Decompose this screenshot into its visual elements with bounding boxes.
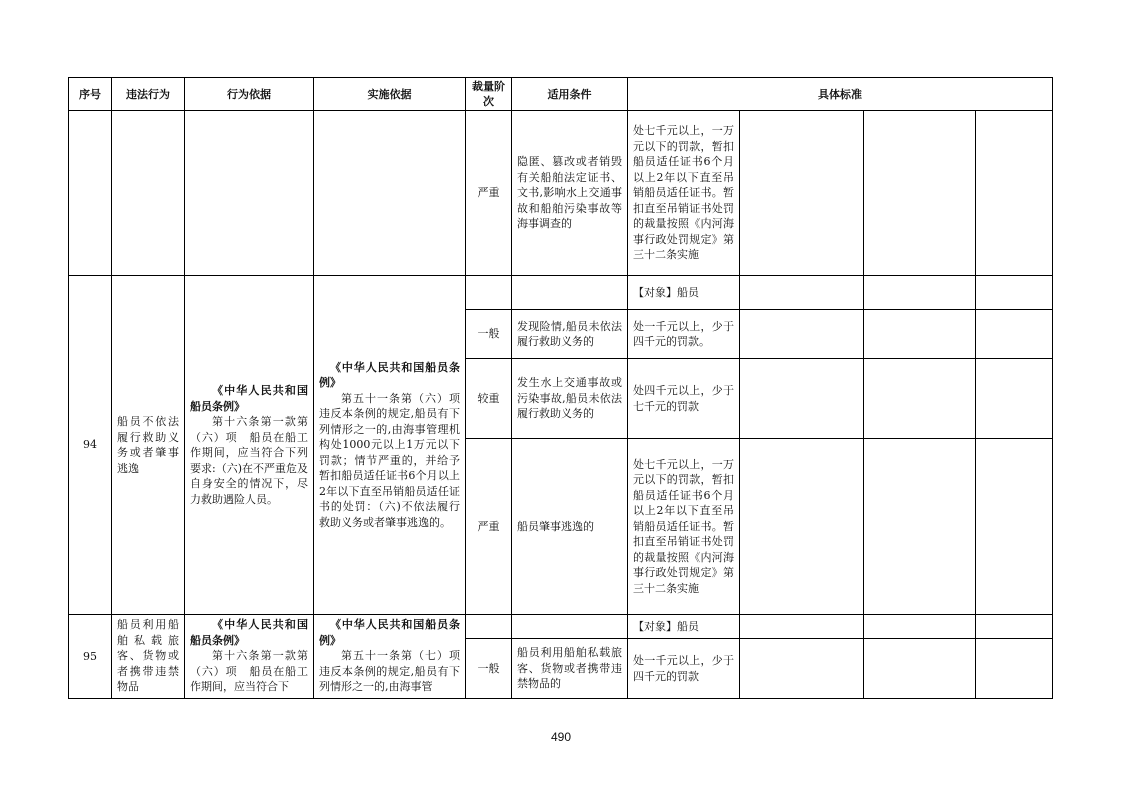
act-basis-text: 第十六条第一款第（六）项 船员在船工作期间，应当符合下: [190, 649, 308, 693]
act-basis-title: 《中华人民共和国船员条例》: [190, 384, 308, 413]
act-basis-text: 第十六条第一款第（六）项 船员在船工作期间，应当符合下列要求:（六)在不严重危及自身安全的情况下，尽力救助遇险人员。: [190, 415, 308, 506]
cell-empty: [976, 439, 1053, 615]
header-row: [69, 78, 1053, 111]
cell-empty: [466, 276, 512, 310]
cell-empty: [740, 276, 864, 310]
cell-empty: [512, 276, 628, 310]
seq-cell: 94: [69, 276, 112, 615]
degree-cell: 严重: [466, 439, 512, 615]
target-cell: 【对象】船员: [628, 276, 740, 310]
standard-cell: 处一千元以上，少于四千元的罚款: [628, 639, 740, 699]
header-act-basis: 行为依据: [185, 78, 314, 111]
cell-empty: [740, 615, 864, 639]
standard-cell: 处七千元以上，一万元以下的罚款，暂扣船员适任证书6个月以上2年以下直至吊销船员适任证书。暂扣直至吊销证书处罚的裁量按照《内河海事行政处罚规定》第三十二条实施: [628, 439, 740, 615]
cell-empty: [976, 111, 1053, 276]
header-impl-basis: 实施依据: [314, 78, 466, 111]
violation-cell: 船员利用船舶私载旅客、货物或者携带违禁物品: [112, 615, 185, 699]
cell-empty: [864, 639, 976, 699]
impl-basis-cell: [314, 276, 466, 615]
condition-cell: 发现险情,船员未依法履行救助义务的: [512, 310, 628, 359]
cell-empty: [466, 615, 512, 639]
condition-cell: 隐匿、篡改或者销毁有关船舶法定证书、文书,影响水上交通事故和船舶污染事故等海事调查的: [512, 111, 628, 276]
header-seq: 序号: [69, 78, 112, 111]
table-row: [69, 276, 1053, 310]
degree-cell: 较重: [466, 359, 512, 439]
header-standard: 具体标准: [628, 78, 1053, 111]
header-condition: 适用条件: [512, 78, 628, 111]
impl-basis-text: 第五十一条第（七）项违反本条例的规定,船员有下列情形之一的,由海事管: [319, 649, 460, 693]
condition-cell: 船员肇事逃逸的: [512, 439, 628, 615]
impl-basis-cell: [314, 615, 466, 699]
cell-empty: [864, 310, 976, 359]
degree-cell: 严重: [466, 111, 512, 276]
cell-empty: [976, 276, 1053, 310]
cell-empty: [976, 639, 1053, 699]
condition-cell: 船员利用船舶私载旅客、货物或者携带违禁物品的: [512, 639, 628, 699]
act-basis-title: 《中华人民共和国船员条例》: [190, 618, 308, 647]
cell-empty: [314, 111, 466, 276]
violation-cell: 船员不依法履行救助义务或者肇事逃逸: [112, 276, 185, 615]
act-basis-cell: [185, 276, 314, 615]
standard-cell: 处四千元以上，少于七千元的罚款: [628, 359, 740, 439]
table-row: [69, 111, 1053, 276]
standard-cell: 处七千元以上，一万元以下的罚款，暂扣船员适任证书6个月以上2年以下直至吊销船员适任证书。暂扣直至吊销证书处罚的裁量按照《内河海事行政处罚规定》第三十二条实施: [628, 111, 740, 276]
standard-cell: 处一千元以上，少于四千元的罚款。: [628, 310, 740, 359]
degree-cell: 一般: [466, 639, 512, 699]
cell-empty: [976, 359, 1053, 439]
act-basis-cell: [185, 615, 314, 699]
page-number: 490: [550, 730, 572, 744]
cell-empty: [864, 276, 976, 310]
discretion-standard-table: [68, 77, 1053, 699]
cell-empty: [185, 111, 314, 276]
table-row: [69, 615, 1053, 639]
cell-empty: [976, 310, 1053, 359]
header-degree: 裁量阶次: [466, 78, 512, 111]
cell-empty: [864, 615, 976, 639]
impl-basis-title: 《中华人民共和国船员条例》: [319, 618, 460, 647]
condition-cell: 发生水上交通事故或污染事故,船员未依法履行救助义务的: [512, 359, 628, 439]
cell-empty: [740, 639, 864, 699]
impl-basis-text: 第五十一条第（六）项违反本条例的规定,船员有下列情形之一的,由海事管理机构处1000元以上1万元以下罚款；情节严重的，并给予暂扣船员适任证书6个月以上2年以下直至吊销船员适任证书的处罚：（六)不依法履行救助义务或者肇事逃逸的。: [319, 391, 460, 529]
cell-empty: [740, 111, 864, 276]
cell-empty: [864, 439, 976, 615]
degree-cell: 一般: [466, 310, 512, 359]
cell-empty: [740, 359, 864, 439]
seq-cell: 95: [69, 615, 112, 699]
cell-empty: [864, 111, 976, 276]
cell-empty: [512, 615, 628, 639]
cell-empty: [740, 439, 864, 615]
cell-empty: [864, 359, 976, 439]
header-violation: 违法行为: [112, 78, 185, 111]
cell-empty: [976, 615, 1053, 639]
impl-basis-title: 《中华人民共和国船员条例》: [319, 360, 460, 390]
target-cell: 【对象】船员: [628, 615, 740, 639]
cell-empty: [740, 310, 864, 359]
cell-empty: [69, 111, 112, 276]
cell-empty: [112, 111, 185, 276]
